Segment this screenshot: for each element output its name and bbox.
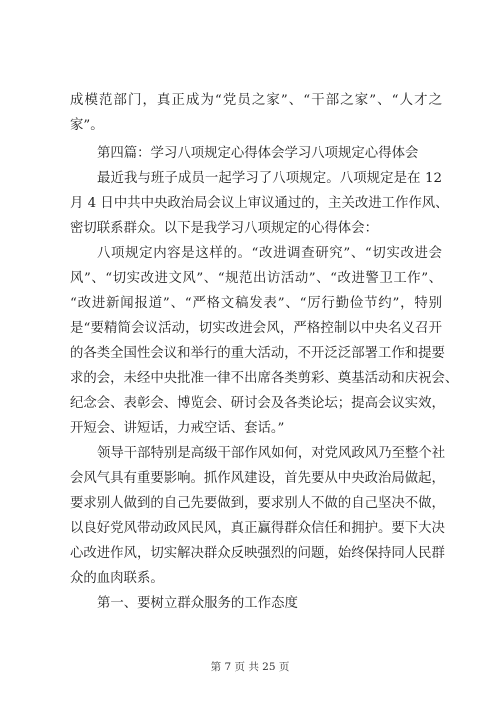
document-body [70, 88, 459, 616]
body-line: 求的会，未经中央批准一律不出席各类剪彩、奠基活动和庆祝会、 [70, 371, 459, 386]
body-line: 家”。 [70, 118, 104, 133]
body-line: 八项规定内容是这样的。“改进调查研究”、“切实改进会 [97, 246, 442, 261]
section-heading: 第一、要树立群众服务的工作态度 [97, 596, 298, 611]
body-line: 风”、“切实改进文风”、“规范出访活动”、“改进警卫工作”、 [70, 271, 442, 286]
body-line: 是“要精简会议活动，切实改进会风，严格控制以中央名义召开 [70, 321, 442, 336]
body-line: 要求别人做到的自己先要做到，要求别人不做的自己坚决不做， [70, 496, 445, 511]
body-line: 的各类全国性会议和举行的重大活动，不开泛泛部署工作和提要 [70, 346, 445, 361]
body-line: 密切联系群众。以下是我学习八项规定的心得体会： [70, 221, 378, 236]
body-line: 心改进作风，切实解决群众反映强烈的问题，始终保持同人民群 [70, 546, 445, 561]
body-line: 众的血肉联系。 [70, 571, 164, 586]
body-line: “改进新闻报道”、“严格文稿发表”、“厉行勤俭节约”，特别 [70, 296, 442, 311]
body-line: 纪念会、表彰会、博览会、研讨会及各类论坛；提高会议实效， [70, 396, 445, 411]
body-line: 以良好党风带动政风民风，真正赢得群众信任和拥护。要下大决 [70, 521, 445, 536]
body-line: 领导干部特别是高级干部作风如何，对党风政风乃至整个社 [97, 446, 446, 461]
body-line: 开短会、讲短话，力戒空话、套话。” [70, 421, 285, 436]
body-line: 会风气具有重要影响。抓作风建设，首先要从中央政治局做起， [70, 471, 445, 486]
page-number-footer: 第 7 页 共 25 页 [210, 661, 290, 673]
body-line: 最近我与班子成员一起学习了八项规定。八项规定是在 12 [97, 171, 442, 186]
body-line: 月 4 日中共中央政治局会议上审议通过的，主关改进工作作风、 [70, 196, 449, 211]
body-line: 成模范部门，真正成为“党员之家”、“干部之家”、“人才之 [70, 93, 442, 108]
section-heading: 第四篇：学习八项规定心得体会学习八项规定心得体会 [97, 146, 419, 161]
